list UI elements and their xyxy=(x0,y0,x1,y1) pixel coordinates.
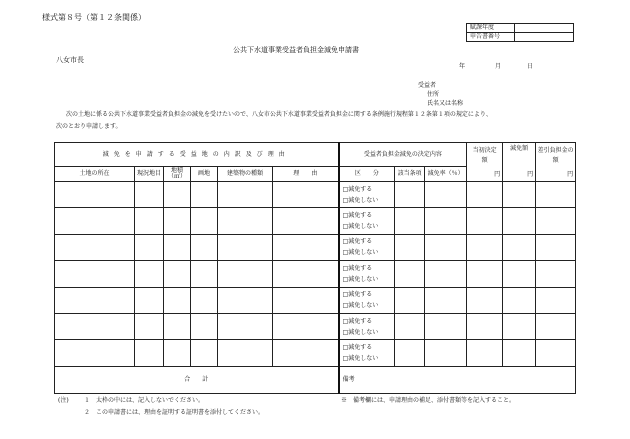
land-category-cell[interactable] xyxy=(135,313,164,339)
area-cell[interactable] xyxy=(164,287,191,313)
table-row xyxy=(55,261,576,287)
remarks-note: ※ 備考欄には、申請理由の補足、添付書類等を記入すること。 xyxy=(341,397,516,404)
form-title: 公共下水道事業受益者負担金減免申請書 xyxy=(233,46,359,54)
application-table xyxy=(54,142,576,394)
balance-cell[interactable] xyxy=(536,182,576,208)
no-reduce-option[interactable]: □減免しない xyxy=(342,302,379,310)
declaration-no-field[interactable] xyxy=(515,33,574,42)
body-text-line-1: 次の土地に係る公共下水道事業受益者負担金の減免を受けたいので、八女市公共下水道事業受益者負担金に関する条例施行規程第１２条第１項の規定により、 xyxy=(66,111,492,118)
location-cell[interactable] xyxy=(55,340,135,366)
remarks-cell[interactable] xyxy=(339,366,576,393)
table-row xyxy=(55,287,576,313)
division-cell xyxy=(339,182,395,208)
no-reduce-option[interactable]: □減免しない xyxy=(342,275,379,283)
clause-cell[interactable] xyxy=(395,182,425,208)
table-row xyxy=(55,234,576,260)
note-item-1: １ 太枠の中には、記入しないでください。 xyxy=(84,397,205,404)
location-cell[interactable] xyxy=(55,234,135,260)
col-reason: 理 由 xyxy=(273,167,339,182)
reduce-option[interactable]: □減免する xyxy=(342,238,373,246)
remarks-label: 備考 xyxy=(342,375,355,383)
balance-header: 差引負担金の額 円 xyxy=(536,143,576,182)
no-reduce-option[interactable]: □減免しない xyxy=(342,196,379,204)
plot-cell[interactable] xyxy=(191,234,218,260)
col-area: 地積（㎡） xyxy=(164,167,191,182)
location-cell[interactable] xyxy=(55,208,135,234)
reason-cell[interactable] xyxy=(273,208,339,234)
table-row xyxy=(55,208,576,234)
total-label: 合 計 xyxy=(55,366,339,393)
initial-amount-cell[interactable] xyxy=(467,261,503,287)
area-cell[interactable] xyxy=(164,234,191,260)
rate-cell[interactable] xyxy=(425,261,467,287)
no-reduce-option[interactable]: □減免しない xyxy=(342,249,379,257)
building-type-cell[interactable] xyxy=(218,261,273,287)
no-reduce-option[interactable]: □減免しない xyxy=(342,328,379,336)
plot-cell[interactable] xyxy=(191,340,218,366)
col-building-type: 建築物の種類 xyxy=(218,167,273,182)
division-cell xyxy=(339,313,395,339)
reason-cell[interactable] xyxy=(273,261,339,287)
rate-cell[interactable] xyxy=(425,208,467,234)
balance-cell[interactable] xyxy=(536,208,576,234)
left-group-header: 減免を申請する受益地の内訳及び理由 xyxy=(55,143,339,167)
balance-cell[interactable] xyxy=(536,287,576,313)
table-row xyxy=(55,313,576,339)
initial-amount-cell[interactable] xyxy=(467,287,503,313)
building-type-cell[interactable] xyxy=(218,234,273,260)
rate-cell[interactable] xyxy=(425,182,467,208)
reason-cell[interactable] xyxy=(273,182,339,208)
location-cell[interactable] xyxy=(55,182,135,208)
initial-amount-cell[interactable] xyxy=(467,234,503,260)
building-type-cell[interactable] xyxy=(218,340,273,366)
rate-cell[interactable] xyxy=(425,340,467,366)
col-location: 土地の所在 xyxy=(55,167,135,182)
area-cell[interactable] xyxy=(164,261,191,287)
clause-cell[interactable] xyxy=(395,208,425,234)
location-cell[interactable] xyxy=(55,287,135,313)
balance-cell[interactable] xyxy=(536,234,576,260)
land-category-cell[interactable] xyxy=(135,234,164,260)
location-cell[interactable] xyxy=(55,261,135,287)
data-rows xyxy=(55,182,576,367)
reason-cell[interactable] xyxy=(273,287,339,313)
form-number: 様式第８号（第１２条関係） xyxy=(42,13,146,22)
col-land-category: 現況地目 xyxy=(135,167,164,182)
declaration-no-label: 申告書番号 xyxy=(467,33,515,42)
fiscal-year-field[interactable] xyxy=(515,24,574,33)
area-cell[interactable] xyxy=(164,340,191,366)
reduction-amount-cell[interactable] xyxy=(503,261,536,287)
reduce-option[interactable]: □減免する xyxy=(342,212,373,220)
plot-cell[interactable] xyxy=(191,287,218,313)
division-cell xyxy=(339,340,395,366)
applicant-heading: 受益者 xyxy=(418,82,437,89)
reduction-amount-cell[interactable] xyxy=(503,182,536,208)
initial-amount-header: 当初決定額 円 xyxy=(467,143,503,182)
date-year-label: 年 xyxy=(459,63,466,70)
body-text-line-2: 次のとおり申請します。 xyxy=(56,123,122,130)
initial-amount-cell[interactable] xyxy=(467,313,503,339)
no-reduce-option[interactable]: □減免しない xyxy=(342,223,379,231)
land-category-cell[interactable] xyxy=(135,340,164,366)
reduce-option[interactable]: □減免する xyxy=(342,185,373,193)
land-category-cell[interactable] xyxy=(135,182,164,208)
land-category-cell[interactable] xyxy=(135,287,164,313)
rate-cell[interactable] xyxy=(425,313,467,339)
area-cell[interactable] xyxy=(164,182,191,208)
col-rate: 減免率（％） xyxy=(425,167,467,182)
balance-cell[interactable] xyxy=(536,313,576,339)
reduce-option[interactable]: □減免する xyxy=(342,317,373,325)
initial-amount-cell[interactable] xyxy=(467,340,503,366)
applicant-address-label: 住所 xyxy=(427,91,440,98)
clause-cell[interactable] xyxy=(395,340,425,366)
reduction-amount-header: 減免額 円 xyxy=(503,143,536,182)
reduce-option[interactable]: □減免する xyxy=(342,291,373,299)
reduction-amount-cell[interactable] xyxy=(503,287,536,313)
date-day-label: 日 xyxy=(527,63,534,70)
area-cell[interactable] xyxy=(164,208,191,234)
reduction-amount-cell[interactable] xyxy=(503,340,536,366)
rate-cell[interactable] xyxy=(425,287,467,313)
col-clause: 該当条項 xyxy=(395,167,425,182)
division-cell xyxy=(339,261,395,287)
division-cell xyxy=(339,208,395,234)
building-type-cell[interactable] xyxy=(218,182,273,208)
reduction-amount-cell[interactable] xyxy=(503,313,536,339)
rate-cell[interactable] xyxy=(425,234,467,260)
clause-cell[interactable] xyxy=(395,234,425,260)
notes-label: (注) xyxy=(58,397,69,404)
area-cell[interactable] xyxy=(164,313,191,339)
division-cell xyxy=(339,234,395,260)
reduce-option[interactable]: □減免する xyxy=(342,264,373,272)
col-plot: 画地 xyxy=(191,167,218,182)
col-division: 区 分 xyxy=(339,167,395,182)
addressee: 八女市長 xyxy=(56,56,84,64)
date-month-label: 月 xyxy=(495,63,502,70)
clause-cell[interactable] xyxy=(395,313,425,339)
applicant-name-label: 氏名又は名称 xyxy=(427,100,464,107)
no-reduce-option[interactable]: □減免しない xyxy=(342,355,379,363)
reduction-amount-cell[interactable] xyxy=(503,208,536,234)
building-type-cell[interactable] xyxy=(218,208,273,234)
fiscal-year-label: 賦課年度 xyxy=(467,24,515,33)
balance-cell[interactable] xyxy=(536,340,576,366)
header-box xyxy=(466,23,574,42)
building-type-cell[interactable] xyxy=(218,287,273,313)
clause-cell[interactable] xyxy=(395,261,425,287)
plot-cell[interactable] xyxy=(191,313,218,339)
building-type-cell[interactable] xyxy=(218,313,273,339)
plot-cell[interactable] xyxy=(191,182,218,208)
division-cell xyxy=(339,287,395,313)
location-cell[interactable] xyxy=(55,313,135,339)
land-category-cell[interactable] xyxy=(135,261,164,287)
table-row xyxy=(55,340,576,366)
reason-cell[interactable] xyxy=(273,313,339,339)
land-category-cell[interactable] xyxy=(135,208,164,234)
right-group-header: 受益者負担金減免の決定内容 xyxy=(339,143,467,167)
reason-cell[interactable] xyxy=(273,234,339,260)
reduction-amount-cell[interactable] xyxy=(503,234,536,260)
reduce-option[interactable]: □減免する xyxy=(342,344,373,352)
clause-cell[interactable] xyxy=(395,287,425,313)
table-row xyxy=(55,182,576,208)
reason-cell[interactable] xyxy=(273,340,339,366)
balance-cell[interactable] xyxy=(536,261,576,287)
initial-amount-cell[interactable] xyxy=(467,182,503,208)
plot-cell[interactable] xyxy=(191,208,218,234)
plot-cell[interactable] xyxy=(191,261,218,287)
initial-amount-cell[interactable] xyxy=(467,208,503,234)
note-item-2: ２ この申請書には、理由を証明する証明書を添付してください。 xyxy=(84,409,265,416)
